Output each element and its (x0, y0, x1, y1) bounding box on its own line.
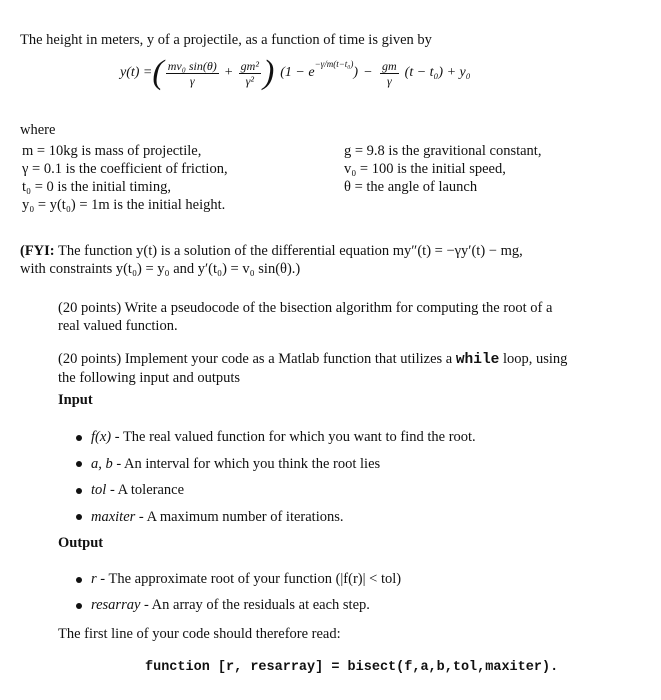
fraction-1-numerator: mv₀ sin(θ) (167, 58, 217, 73)
first-line-note: The first line of your code should therefore read: (58, 626, 341, 642)
where-label: where (20, 122, 56, 138)
fyi-note (20, 242, 523, 278)
task2-line-1b: loop, using (502, 351, 568, 367)
output-desc-resarray: - An array of the residuals at each step. (140, 597, 370, 613)
fyi-line-1: The function y(t) is a solution of the differential equation my″(t) = −γy′(t) − mg, (58, 243, 523, 259)
fraction-2 (239, 59, 261, 88)
function-signature-code: function [r, resarray] = bisect(f,a,b,tol,maxiter). (145, 660, 559, 675)
input-desc-tol: - A tolerance (106, 482, 185, 498)
output-name-resarray: resarray (91, 597, 141, 613)
def-y0: y₀ = y(t₀) = 1m is the initial height. (22, 197, 226, 213)
output-desc-r: - The approximate root of your function (|f(r)| < tol) (96, 571, 402, 587)
output-heading: Output (58, 535, 104, 551)
exp-exponent: −γ/m(t−t₀) (314, 59, 354, 70)
bullet-icon (76, 514, 82, 520)
input-name-ab: a, b (91, 455, 113, 472)
bullet-icon (76, 577, 82, 583)
input-item-f (76, 424, 476, 451)
task2-line-1a: (20 points) Implement your code as a Matlab function that utilizes a (58, 351, 453, 367)
def-gamma: γ = 0.1 is the coefficient of friction, (22, 161, 228, 177)
fraction-1-denominator: γ (189, 73, 195, 88)
plus-sign: + (224, 65, 233, 81)
bullet-icon (76, 488, 82, 494)
output-item-resarray (76, 592, 401, 618)
def-g: g = 9.8 is the gravitional constant, (344, 143, 542, 159)
height-equation (120, 54, 471, 91)
bullet-icon (76, 603, 82, 609)
input-list (76, 424, 476, 530)
equation-lhs: y(t) = (120, 65, 153, 81)
paren-open: ( (152, 54, 164, 91)
task1-line-1: (20 points) Write a pseudocode of the bisection algorithm for computing the root of a (58, 300, 553, 316)
def-mass: m = 10kg is mass of projectile, (22, 143, 202, 159)
input-name-f: f(x) (91, 429, 112, 445)
bullet-icon (76, 461, 82, 467)
bullet-icon (76, 435, 82, 441)
paren-close: ) (262, 54, 275, 91)
exp-factor-close: ) (353, 65, 359, 81)
def-theta: θ = the angle of launch (344, 179, 478, 195)
def-t0: t₀ = 0 is the initial timing, (22, 179, 171, 195)
input-desc-f: - The real valued function for which you want to find the root. (111, 429, 476, 445)
task-pseudocode (58, 299, 552, 335)
input-desc-maxiter: - A maximum number of iterations. (135, 508, 344, 525)
fraction-3-denominator: γ (386, 73, 392, 88)
input-item-ab (76, 451, 476, 478)
fraction-2-numerator: gm² (240, 58, 259, 73)
input-item-tol (76, 477, 476, 504)
input-item-maxiter (76, 504, 476, 531)
input-name-maxiter: maxiter (91, 508, 136, 525)
fraction-2-denominator: γ² (245, 73, 254, 88)
output-name-r: r (91, 571, 97, 587)
task2-line-2: the following input and outputs (58, 370, 241, 386)
fyi-line-2: with constraints y(t₀) = y₀ and y′(t₀) = v₀ sin(θ).) (20, 261, 301, 277)
output-item-r (76, 566, 401, 592)
fraction-3 (380, 59, 399, 88)
input-name-tol: tol (91, 482, 107, 498)
intro-text: The height in meters, y of a projectile, as a function of time is given by (20, 32, 432, 48)
input-desc-ab: - An interval for which you think the root lies (112, 455, 381, 472)
task-implement (58, 350, 567, 387)
minus-sign: − (364, 65, 372, 81)
task2-while-code: while (455, 352, 500, 368)
fraction-1 (166, 59, 219, 88)
fraction-3-numerator: gm (382, 58, 397, 73)
equation-tail: (t − t₀) + y₀ (404, 65, 471, 81)
output-list (76, 566, 401, 618)
def-v0: v₀ = 100 is the initial speed, (344, 161, 506, 177)
task1-line-2: real valued function. (58, 318, 178, 334)
exp-factor-open: (1 − e (280, 65, 315, 81)
definitions-left (22, 142, 228, 214)
definitions-right (344, 142, 541, 196)
input-heading: Input (58, 392, 93, 408)
fyi-label: (FYI: (20, 243, 55, 259)
